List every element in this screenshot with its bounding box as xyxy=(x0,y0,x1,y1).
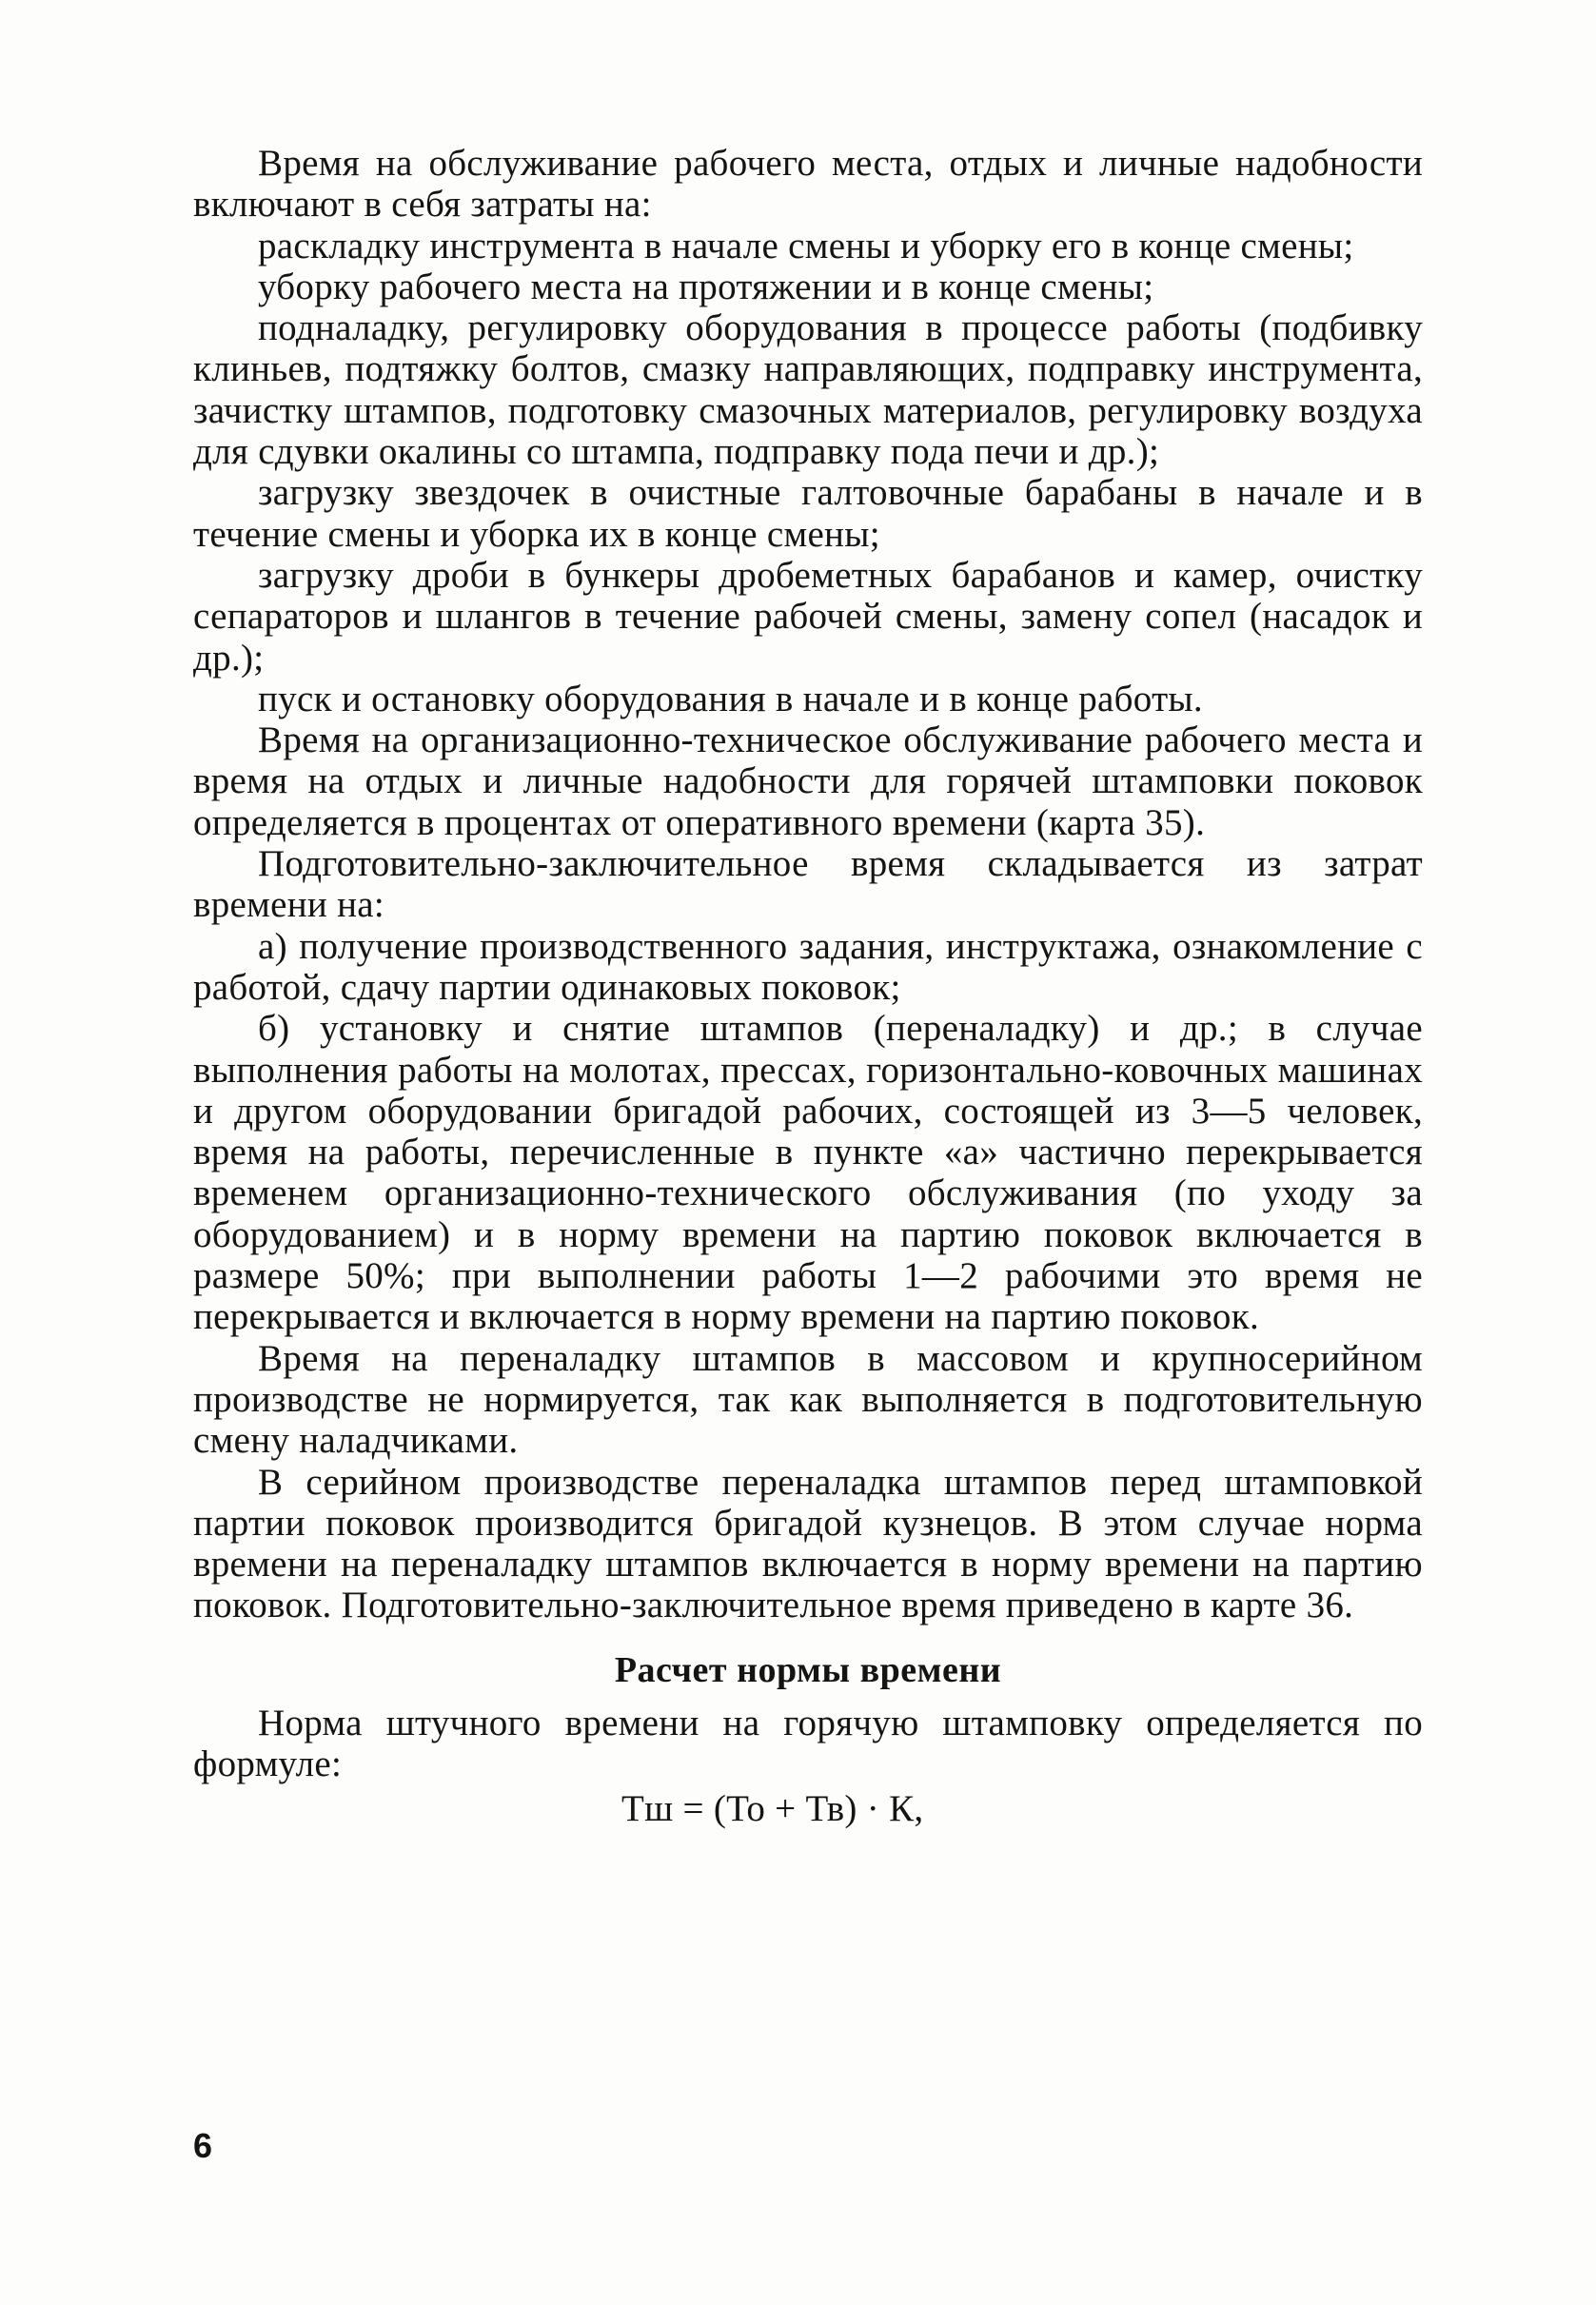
paragraph-item-a: а) получение производственного задания, инструктажа, ознакомление с работой, сдачу партии одинаковых поковок; xyxy=(193,925,1423,1008)
formula: Тш = (То + Тв) · К, xyxy=(621,1788,924,1830)
page-number: 6 xyxy=(193,2126,213,2165)
formula-intro: Норма штучного времени на горячую штамповку определяется по формуле: xyxy=(193,1702,1423,1784)
paragraph: Подготовительно-заключительное время складывается из затрат времени на: xyxy=(193,843,1423,926)
paragraph-item-b: б) установку и снятие штампов (переналадку) и др.; в случае выполнения работы на молотах, прессах, горизонтально-ковочных машинах и другом оборудовании бригадой рабочих, состоящей из 3—5 человек, время на работы, перечисленные в пункте «а» частично перекрывается временем организационно-технического обслуживания (по уходу за оборудованием) и в норму времени на партию поковок включается в размере 50%; при выполнении работы 1—2 рабочими это время не перекрывается и включается в норму времени на партию поковок. xyxy=(193,1008,1423,1338)
paragraph-item: уборку рабочего места на протяжении и в конце смены; xyxy=(258,266,1154,307)
paragraph-item: раскладку инструмента в начале смены и уборку его в конце смены; xyxy=(258,225,1354,266)
paragraph-intro: Время на обслуживание рабочего места, отдых и личные надобности включают в себя затраты на: xyxy=(193,143,1423,226)
paragraph-item: пуск и остановку оборудования в начале и в конце работы. xyxy=(258,678,1203,719)
section-heading: Расчет нормы времени xyxy=(614,1649,1002,1690)
paragraph-item: подналадку, регулировку оборудования в процессе работы (подбивку клиньев, подтяжку болтов, смазку направляющих, подправку инструмента, зачистку штампов, подготовку смазочных материалов, регулировку воздуха для сдувки окалины со штампа, подправку пода печи и др.); xyxy=(193,307,1423,473)
paragraph: Время на переналадку штампов в массовом и крупносерийном производстве не нормируется, так как выполняется в подготовительную смену наладчиками. xyxy=(193,1337,1423,1462)
paragraph: В серийном производстве переналадка штампов перед штамповкой партии поковок производится бригадой кузнецов. В этом случае норма времени на переналадку штампов включается в норму времени на партию поковок. Подготовительно-заключительное время приведено в карте 36. xyxy=(193,1461,1423,1626)
paragraph-item: загрузку дроби в бункеры дробеметных барабанов и камер, очистку сепараторов и шлангов в течение рабочей смены, замену сопел (насадок и др.); xyxy=(193,554,1423,679)
paragraph-item: загрузку звездочек в очистные галтовочные барабаны в начале и в течение смены и уборка их в конце смены; xyxy=(193,472,1423,555)
page-text xyxy=(193,143,1423,1830)
paragraph: Время на организационно-техническое обслуживание рабочего места и время на отдых и личные надобности для горячей штамповки поковок определяется в процентах от оперативного времени (карта 35). xyxy=(193,719,1423,843)
